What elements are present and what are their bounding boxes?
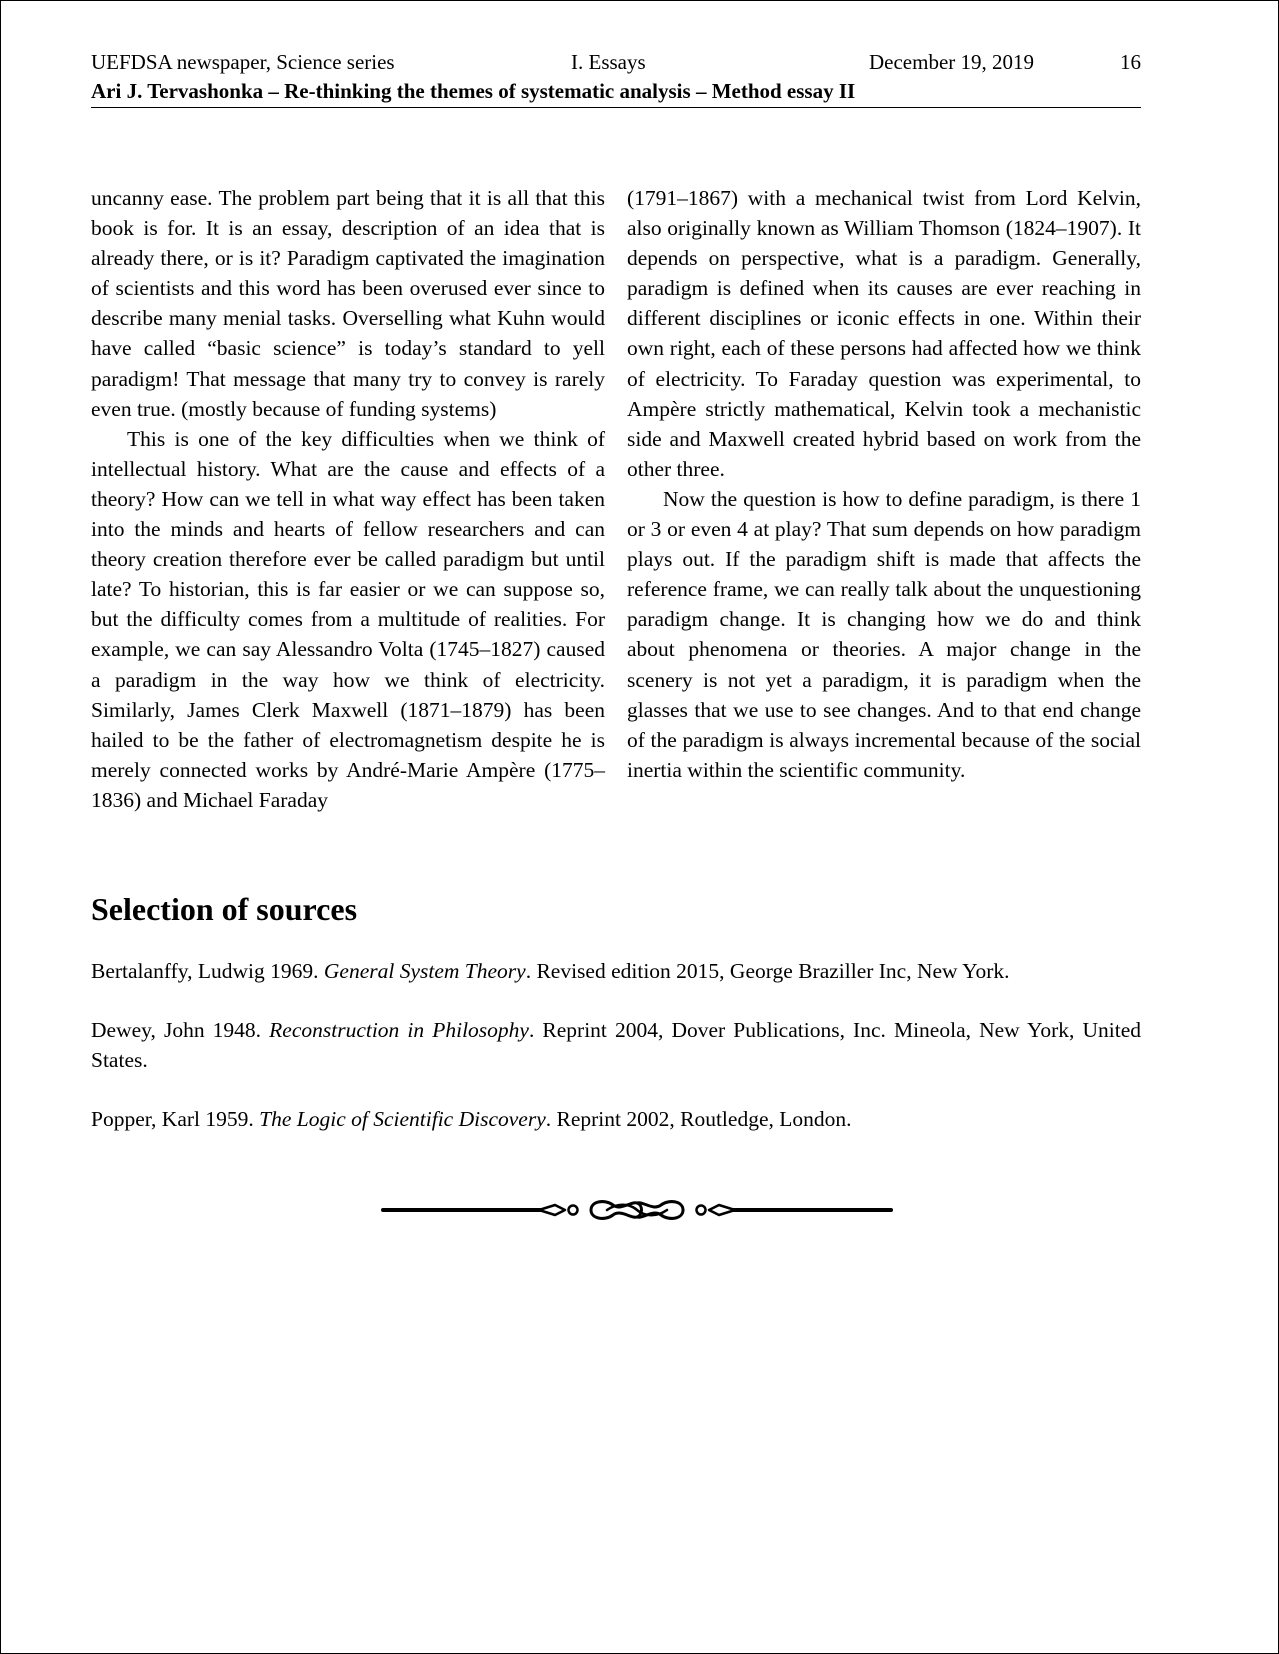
sources-heading: Selection of sources: [91, 891, 358, 927]
source-details: . Reprint 2002, Routledge, London.: [545, 1107, 852, 1131]
sources-list: [91, 956, 1141, 1163]
header-meta-row: [91, 47, 1141, 77]
running-header: [91, 47, 1141, 105]
source-entry: [91, 956, 1141, 986]
page-number: 16: [1120, 50, 1141, 74]
issue-date: December 19, 2019: [869, 50, 1035, 74]
left-column: [91, 183, 605, 815]
left-paragraph-1: uncanny ease. The problem part being that it is all that this book is for. It is an essay, description of an idea that is already there, or is it? Paradigm captivated the imagination of scientists and this word has been overused ever since to describe many menial tasks. Overselling what Kuhn would have called “basic science” is today’s standard to yell paradigm! That message that many try to convey is rarely even true. (mostly because of funding systems): [91, 186, 605, 421]
source-entry: [91, 1015, 1141, 1075]
source-details: . Reprint 2004, Dover Publications, Inc. Mineola, New York, United States.: [91, 1018, 1141, 1072]
source-title: Reconstruction in Philosophy: [269, 1018, 529, 1042]
source-title: General System Theory: [323, 959, 526, 983]
publication-name: UEFDSA newspaper, Science series: [91, 50, 395, 74]
right-paragraph-2: Now the question is how to define paradigm, is there 1 or 3 or even 4 at play? That sum depends on how paradigm plays out. If the paradigm shift is made that affects the reference frame, we can really talk about the unquestioning paradigm change. It is changing how we do and think about phenomena or theories. A major change in the scenery is not yet a paradigm, it is paradigm when the glasses that we use to see changes. And to that end change of the paradigm is always incremental because of the social inertia within the scientific community.: [627, 486, 1141, 782]
fleuron-divider-icon: [381, 1197, 893, 1223]
section-name: I. Essays: [571, 50, 646, 74]
source-author-year: Bertalanffy, Ludwig 1969.: [91, 959, 324, 983]
right-paragraph-1: (1791–1867) with a mechanical twist from Lord Kelvin, also originally known as William Thomson (1824–1907). It depends on perspective, what is a paradigm. Generally, paradigm is defined when its causes are ever reaching in different disciplines or iconic effects in one. Within their own right, each of these persons had affected how we think of electricity. To Faraday question was experimental, to Ampère strictly mathematical, Kelvin took a mechanistic side and Maxwell created hybrid based on work from the other three.: [627, 186, 1141, 481]
article-title: Ari J. Tervashonka – Re-thinking the themes of systematic analysis – Method essay II: [91, 79, 856, 103]
source-author-year: Dewey, John 1948.: [91, 1018, 270, 1042]
source-entry: [91, 1104, 1141, 1134]
source-author-year: Popper, Karl 1959.: [91, 1107, 260, 1131]
source-title: The Logic of Scientific Discovery: [259, 1107, 546, 1131]
right-column: [627, 183, 1141, 785]
left-paragraph-2: This is one of the key difficulties when we think of intellectual history. What are the cause and effects of a theory? How can we tell in what way effect has been taken into the minds and hearts of fellow researchers and can theory creation therefore ever be called paradigm but until late? To historian, this is far easier or we can suppose so, but the difficulty comes from a multitude of realities. For example, we can say Alessandro Volta (1745–1827) caused a paradigm in the way how we think of electricity. Similarly, James Clerk Maxwell (1871–1879) has been hailed to be the father of electromagnetism despite he is merely connected works by André-Marie Ampère (1775–1836) and Michael Faraday: [91, 426, 605, 812]
source-details: . Revised edition 2015, George Braziller Inc, New York.: [525, 959, 1010, 983]
header-rule: [91, 107, 1141, 108]
